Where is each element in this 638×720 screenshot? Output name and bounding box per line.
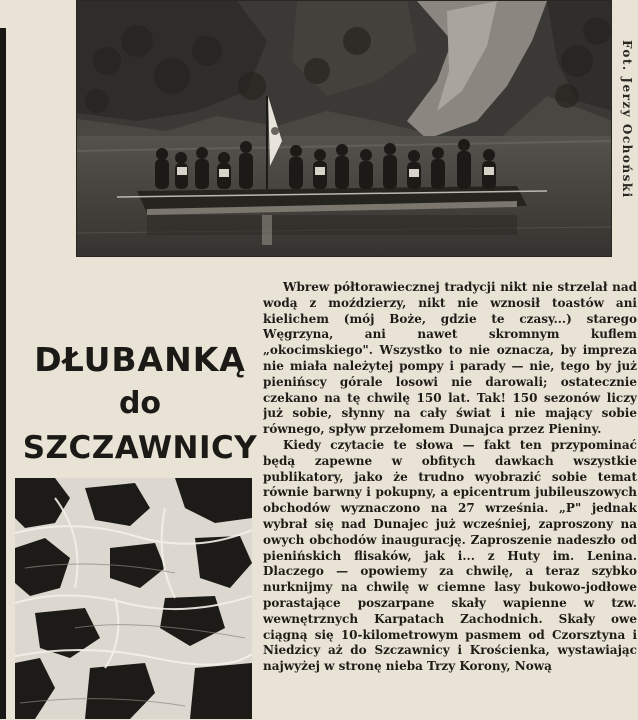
- headline-line-3: SZCZAWNICY: [22, 430, 258, 466]
- photo-credit: Fot. Jerzy Ochoński: [620, 40, 634, 199]
- raft-on-river-photo: [76, 0, 612, 257]
- article-body: [263, 280, 637, 720]
- headline-line-1: DŁUBANKĄ: [34, 340, 246, 379]
- rapids-photo: [15, 478, 252, 719]
- headline-line-2: do: [118, 386, 162, 421]
- article-paragraph-1: Wbrew półtorawiecznej tradycji nikt nie strzelał nad wodą z moździerzy, nikt nie wznosił toastów ani kielichem (mój Boże, gdzie te czasy...) starego Węgrzyna, ani nawet skromnym kuflem „okocimskiego". Wszystko to nie oznacza, by impreza nie miała należytej pompy i parady — nie, tego by już pienińscy górale losowi nie darowali; ostatecznie czekano na tę chwilę 150 lat. Tak! 150 sezonów liczy już sobie, słynny na cały świat i nie mający sobie równego, spływ przełomem Dunajca przez Pieniny.: [263, 280, 637, 437]
- article-paragraph-2: Kiedy czytacie te słowa — fakt ten przypominać będą zapewne w obfitych dawkach wszystkie publikatory, jako że trudno wyobrazić sobie temat równie barwny i pokupny, a epicentrum jubileuszowych obchodów wyznaczono na 27 września. „P" jednak wybrał się nad Dunajec już wcześniej, zaproszony na owych obchodów inaugurację. Zaproszenie nadeszło od pienińskich flisaków, jak i... z Huty im. Lenina. Dlaczego — opowiemy za chwilę, a teraz szybko nurknijmy na chwilę w ciemne lasy bukowo-jodłowe porastające poszarpane skały wapienne w tzw. wewnętrznych Karpatach Zachodnich. Skały owe ciągną się 10-kilometrowym pasmem od Czorsztyna i Niedzicy aż do Szczawnicy i Krościenka, wystawiając najwyżej w stronę nieba Trzy Korony, Nową: [263, 437, 637, 674]
- headline: [22, 338, 258, 470]
- left-margin-rule: [0, 28, 6, 719]
